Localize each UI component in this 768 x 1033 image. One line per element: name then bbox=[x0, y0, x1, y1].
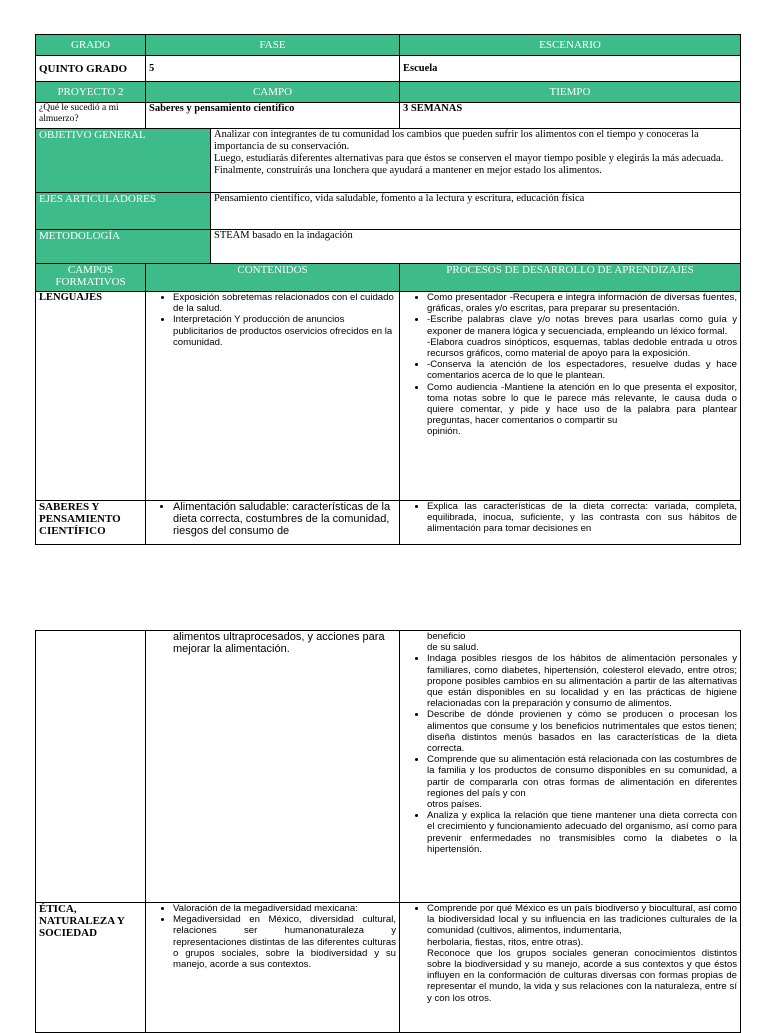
metodologia-text: STEAM basado en la indagación bbox=[211, 230, 741, 264]
list-item: • -Escribe palabras clave y/o notas breves para usarlas como guía y exponer de manera lógica y secuenciada, empleando un léxico formal. bbox=[427, 314, 737, 336]
list-item: -Elabora cuadros sinópticos, esquemas, tablas dedoble entrada u otros recursos gráficos, como material de apoyo para la exposición. bbox=[427, 336, 737, 360]
etica-contenidos bbox=[146, 903, 400, 1033]
lenguajes-campo: LENGUAJES bbox=[36, 292, 146, 501]
list-item: alimentos ultraprocesados, y acciones para mejorar la alimentación. bbox=[173, 631, 385, 655]
list-item: herbolaria, fiestas, ritos, entre otras). bbox=[427, 936, 584, 948]
metodologia-header: METODOLOGÍA bbox=[36, 230, 211, 264]
objetivo-line-1: Analizar con integrantes de tu comunidad los cambios que pueden sufrir los alimentos con el tiempo y conoceras la importancia de su conservación. bbox=[214, 129, 699, 152]
list-item: • Alimentación saludable: características de la dieta correcta, costumbres de la comunidad, riesgos del consumo de bbox=[173, 501, 396, 537]
list-item: • Exposición sobretemas relacionados con el cuidado de la salud. bbox=[173, 292, 396, 314]
contenidos-header: CONTENIDOS bbox=[146, 264, 400, 292]
list-item: • Describe de dónde provienen y cómo se producen o procesan los alimentos que consume y los beneficios nutrimentales que estos tienen; diseña distintos menús basados en las características de la dieta correcta. bbox=[427, 709, 737, 754]
list-item: • Como audiencia -Mantiene la atención en lo que presenta el expositor, toma notas sobre lo que le parece más relevante, le causa duda o quiere comentar, y pide y hace uso de la palabra para plantear preguntas, hacer comentarios o compartir su bbox=[427, 382, 737, 427]
tiempo-value: 3 SEMANAS bbox=[400, 103, 741, 129]
page-2 bbox=[35, 630, 740, 1033]
campos-formativos-header: CAMPOS FORMATIVOS bbox=[36, 264, 146, 292]
list-item: • -Conserva la atención de los espectadores, resuelve dudas y hace comentarios acerca de lo que le plantean. bbox=[427, 359, 737, 381]
escenario-header: ESCENARIO bbox=[400, 35, 741, 56]
objetivo-line-3: Finalmente, construirás una lonchera que ayudará a mantener en mejor estado los alimentos. bbox=[214, 165, 602, 176]
list-item: • Interpretación Y producción de anuncios publicitarios de productos oservicios ofrecidos en la comunidad. bbox=[173, 314, 396, 348]
list-item: • Valoración de la megadiversidad mexicana: bbox=[173, 903, 396, 914]
lenguajes-procesos bbox=[400, 292, 741, 501]
saberes-contenido-1 bbox=[146, 501, 400, 545]
saberes-campo: SABERES Y PENSAMIENTO CIENTÍFICO bbox=[36, 501, 146, 545]
fase-header: FASE bbox=[146, 35, 400, 56]
proyecto-header: PROYECTO 2 bbox=[36, 82, 146, 103]
escenario-value: Escuela bbox=[400, 56, 741, 82]
saberes-procesos-2 bbox=[400, 631, 741, 903]
list-item: de su salud. bbox=[427, 642, 479, 654]
list-item: beneficio bbox=[427, 631, 466, 642]
proyecto-value: ¿Qué le sucedió a mi almuerzo? bbox=[36, 103, 146, 129]
saberes-contenido-2 bbox=[146, 631, 400, 903]
tiempo-header: TIEMPO bbox=[400, 82, 741, 103]
objetivo-header: OBJETIVO GENERAL bbox=[36, 129, 211, 193]
list-item: • Explica las características de la dieta correcta: variada, completa, equilibrada, inocua, suficiente, y las contrasta con sus hábitos de alimentación para tomar decisiones en bbox=[427, 501, 737, 535]
saberes-campo-continued bbox=[36, 631, 146, 903]
objetivo-text bbox=[211, 129, 741, 193]
list-item: Reconoce que los grupos sociales generan conocimientos distintos sobre la biodiversidad y su manejo, acorde a sus contextos y que éstos influyen en la conformación de culturas diversas con formas propias de representar el mundo, la vida y sus relaciones con la naturaleza, entre sí y con los otros. bbox=[427, 947, 738, 1004]
grado-header: GRADO bbox=[36, 35, 146, 56]
etica-campo: ÉTICA, NATURALEZA Y SOCIEDAD bbox=[36, 903, 146, 1033]
planning-table bbox=[35, 34, 741, 545]
list-item: opinión. bbox=[427, 426, 461, 438]
campo-value: Saberes y pensamiento científico bbox=[146, 103, 400, 129]
campo-header: CAMPO bbox=[146, 82, 400, 103]
procesos-header: PROCESOS DE DESARROLLO DE APRENDIZAJES bbox=[400, 264, 741, 292]
planning-table-continued bbox=[35, 630, 741, 1033]
list-item: • Comprende por qué México es un país biodiverso y biocultural, así como la biodiversidad local y su influencia en las tradiciones culturales de la comunidad (cultivos, alimentos, indumentaria, bbox=[427, 903, 737, 937]
list-item: • Analiza y explica la relación que tiene mantener una dieta correcta con el crecimiento y funcionamiento adecuado del organismo, así como para prevenir enfermedades no transmisibles como la diabetes o la hipertensión. bbox=[427, 810, 737, 855]
ejes-header: EJES ARTICULADORES bbox=[36, 193, 211, 230]
list-item: • Como presentador -Recupera e integra información de diversas fuentes, gráficas, orales y/o escritas, para preparar su presentación. bbox=[427, 292, 737, 314]
list-item: • Indaga posibles riesgos de los hábitos de alimentación personales y familiares, como diabetes, hipertensión, colesterol elevado, entre otros; propone posibles cambios en su alimentación a partir de las alternativas que están disponibles en su localidad y en las prácticas de higiene relacionadas con la preparación y consumo de alimentos. bbox=[427, 653, 737, 709]
lenguajes-contenidos bbox=[146, 292, 400, 501]
objetivo-line-2: Luego, estudiarás diferentes alternativas para que éstos se conserven el mayor tiempo posible y elegirás la más adecuada. bbox=[214, 153, 724, 164]
fase-value: 5 bbox=[146, 56, 400, 82]
list-item: otros países. bbox=[427, 799, 482, 811]
etica-procesos bbox=[400, 903, 741, 1033]
saberes-proceso-1 bbox=[400, 501, 741, 545]
page-1 bbox=[35, 34, 740, 545]
ejes-text: Pensamiento científico, vida saludable, fomento a la lectura y escritura, educación física bbox=[211, 193, 741, 230]
list-item: • Comprende que su alimentación está relacionada con las costumbres de la familia y los productos de consumo disponibles en su comunidad, a partir de compararla con otras formas de alimentación en diferentes regiones del país y con bbox=[427, 754, 737, 799]
list-item: • Megadiversidad en México, diversidad cultural, relaciones ser humanonaturaleza y representaciones distintas de las diferentes culturas o grupos sociales, sobre la biodiversidad y su manejo, acorde a sus contextos. bbox=[173, 914, 396, 970]
grado-value: QUINTO GRADO bbox=[36, 56, 146, 82]
